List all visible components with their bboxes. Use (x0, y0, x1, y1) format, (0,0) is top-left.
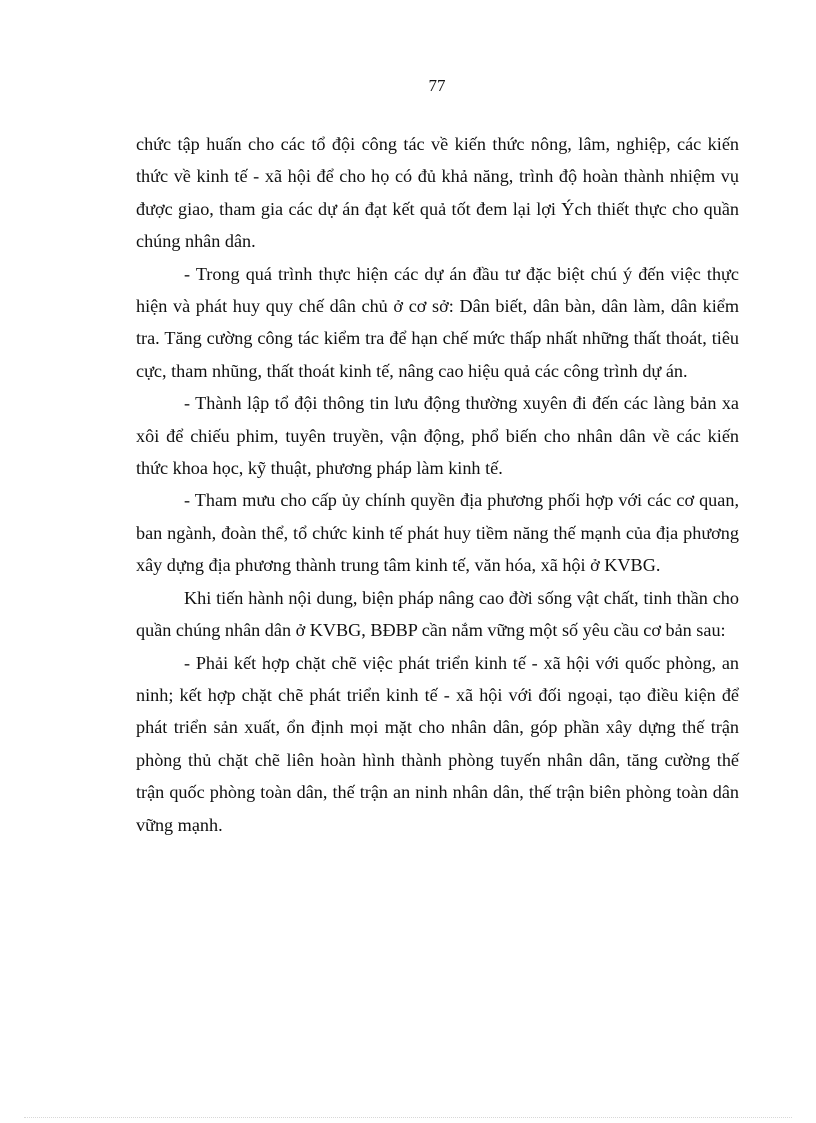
paragraph-3: - Thành lập tổ đội thông tin lưu động thường xuyên đi đến các làng bản xa xôi để chiếu phim, tuyên truyền, vận động, phổ biến cho nhân dân về các kiến thức khoa học, kỹ thuật, phương pháp làm kinh tế. (136, 393, 739, 479)
body-text (136, 128, 739, 841)
paragraph-4: - Tham mưu cho cấp ủy chính quyền địa phương phối hợp với các cơ quan, ban ngành, đoàn thể, tổ chức kinh tế phát huy tiềm năng thế mạnh của địa phương xây dựng địa phương thành trung tâm kinh tế, văn hóa, xã hội ở KVBG. (136, 490, 739, 576)
paragraph-6: - Phải kết hợp chặt chẽ việc phát triển kinh tế - xã hội với quốc phòng, an ninh; kết hợp chặt chẽ phát triển kinh tế - xã hội với đối ngoại, tạo điều kiện để phát triển sản xuất, ổn định mọi mặt cho nhân dân, góp phần xây dựng thế trận phòng thủ chặt chẽ liên hoàn hình thành phòng tuyến nhân dân, tăng cường thế trận quốc phòng toàn dân, thế trận an ninh nhân dân, thế trận biên phòng toàn dân vững mạnh. (136, 652, 739, 835)
paragraph-1: chức tập huấn cho các tổ đội công tác về kiến thức nông, lâm, nghiệp, các kiến thức về kinh tế - xã hội để cho họ có đủ khả năng, trình độ hoàn thành nhiệm vụ được giao, tham gia các dự án đạt kết quả tốt đem lại lợi Ých thiết thực cho quần chúng nhân dân. (136, 134, 739, 252)
page-bottom-divider (24, 1117, 792, 1118)
paragraph-5: Khi tiến hành nội dung, biện pháp nâng cao đời sống vật chất, tinh thần cho quần chúng nhân dân ở KVBG, BĐBP cần nắm vững một số yêu cầu cơ bản sau: (136, 587, 739, 641)
paragraph-2: - Trong quá trình thực hiện các dự án đầu tư đặc biệt chú ý đến việc thực hiện và phát huy quy chế dân chủ ở cơ sở: Dân biết, dân bàn, dân làm, dân kiểm tra. Tăng cường công tác kiểm tra để hạn chế mức thấp nhất những thất thoát, tiêu cực, tham nhũng, thất thoát kinh tế, nâng cao hiệu quả các công trình dự án. (136, 263, 739, 381)
page-number: 77 (428, 76, 446, 95)
